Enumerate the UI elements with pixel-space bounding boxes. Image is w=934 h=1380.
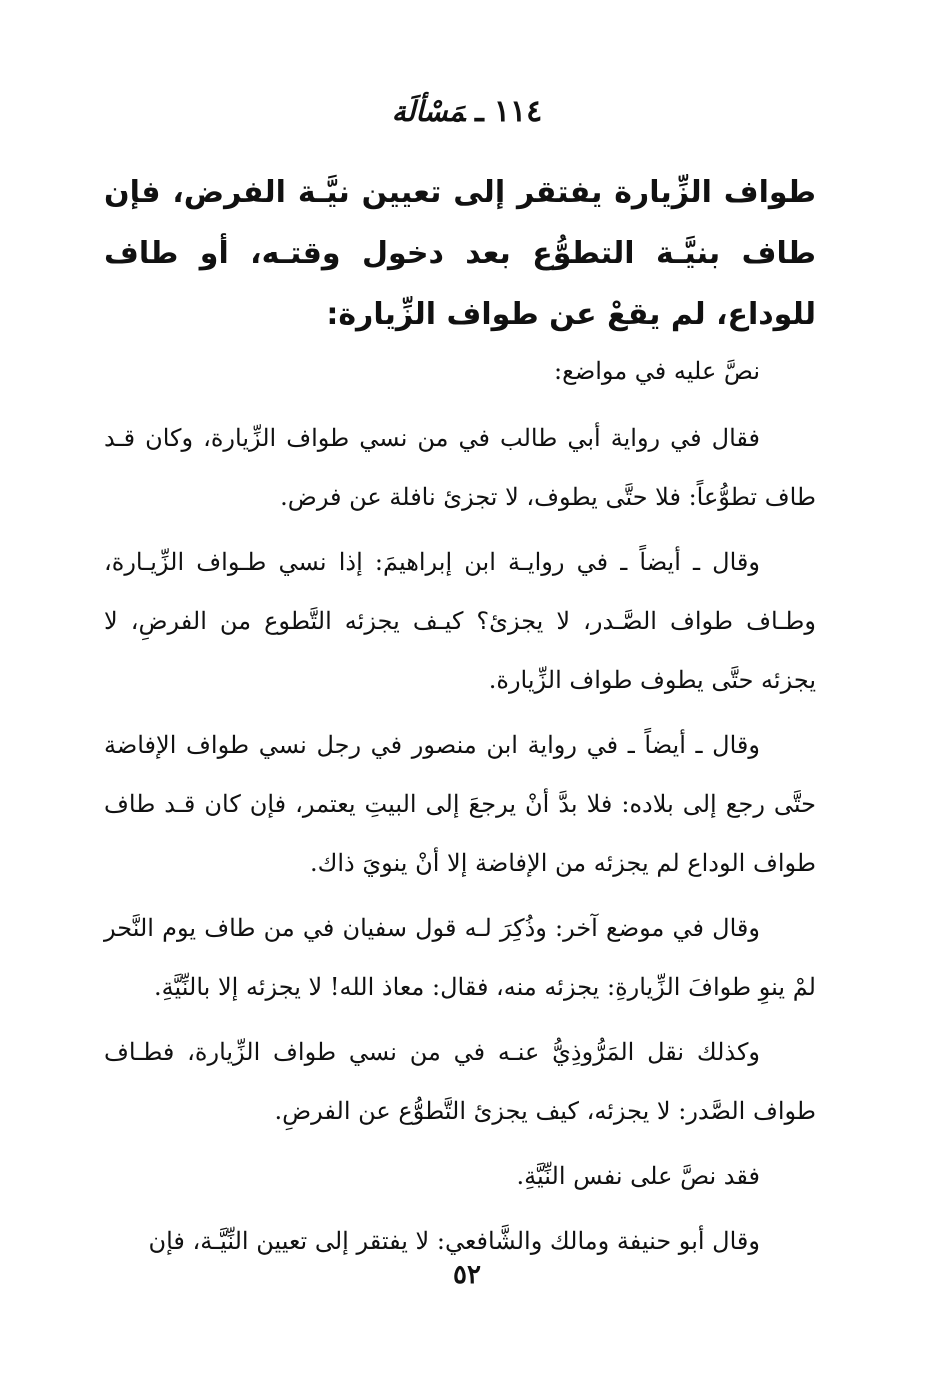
issue-number: ١١٤ [493,94,543,129]
heading-separator: ـ [475,94,484,129]
paragraph: وكذلك نقل المَرُّوذِيُّ عنـه في من نسي طواف الزِّيارة، فطـاف طواف الصَّدر: لا يجزئه، كيف يجزئ التَّطوُّع عن الفرضِ. [104,1038,816,1125]
issue-statement: طواف الزِّيارة يفتقر إلى تعيين نيَّـة الفرض، فإن طاف بنيَّـة التطوُّع بعد دخول وقتـه، أو طاف للوداع، لم يقعْ عن طواف الزِّيارة: [104,175,816,332]
body-text [104,342,816,1277]
issue-heading [0,92,934,132]
paragraph: فقال في رواية أبي طالب في من نسي طواف الزِّيارة، وكان قـد طاف تطوُّعاً: فلا حتَّى يطوف، لا تجزئ نافلة عن فرض. [104,424,816,511]
paragraph: وقال ـ أيضاً ـ في رواية ابن منصور في رجل نسي طواف الإفاضة حتَّى رجع إلى بلاده: فلا بدَّ أنْ يرجعَ إلى البيتِ يعتمر، فإن كان قـد طاف طواف الوداع لم يجزئه من الإفاضة إلا أنْ ينويَ ذاك. [104,731,816,877]
page-number: ٥٢ [453,1260,481,1290]
paragraph: فقد نصَّ على نفس النِّيَّةِ. [516,1162,760,1190]
paragraph: وقال ـ أيضاً ـ في روايـة ابن إبراهيمَ: إذا نسي طـواف الزِّيـارة، وطـاف طواف الصَّـدر، لا يجزئ؟ كيـف يجزئه التَّطوع من الفرضِ، لا يجزئه حتَّى يطوف طواف الزِّيارة. [104,548,816,694]
issue-word: مَسْألَة [391,95,466,128]
paragraph: نصَّ عليه في مواضع: [554,357,760,385]
paragraph: وقال أبو حنيفة ومالك والشَّافعي: لا يفتقر إلى تعيين النِّيَّـة، فإن [148,1227,760,1255]
paragraph: وقال في موضع آخر: وذُكِرَ لـه قول سفيان في من طاف يوم النَّحر لمْ ينوِ طوافَ الزِّيارةِ: يجزئه منه، فقال: معاذ الله! لا يجزئه إلا بالنِّيَّةِ. [104,914,816,1001]
